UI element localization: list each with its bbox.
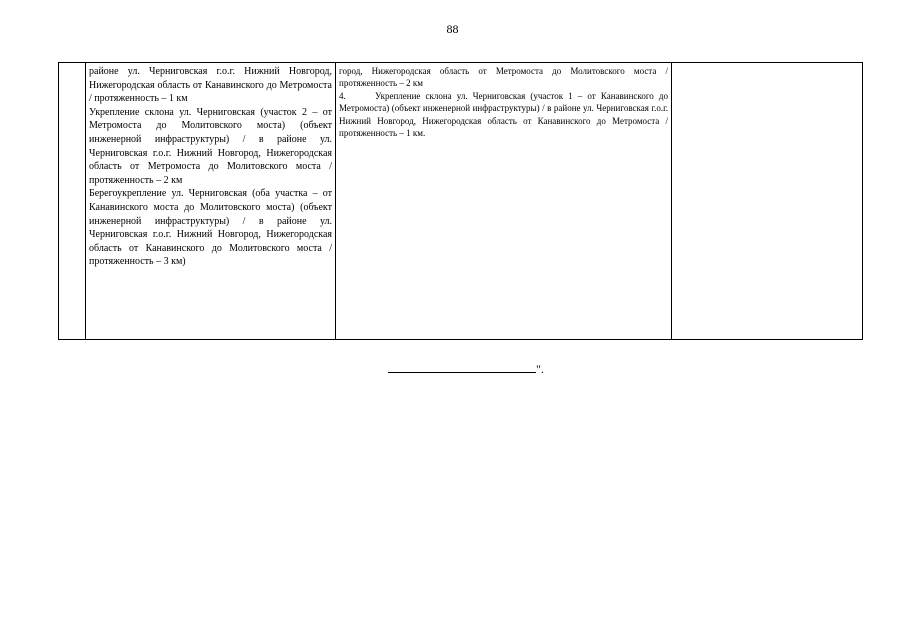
component-item-4 xyxy=(339,90,668,140)
component-continuation: город, Нижегородская область от Метромоста до Молитовского моста / протяженность – 2 км xyxy=(339,66,668,89)
table-cell-index xyxy=(59,63,86,340)
page-number: 88 xyxy=(446,22,459,36)
object-description-1: районе ул. Черниговская г.о.г. Нижний Новгород, Нижегородская область от Канавинского до Метромоста / протяженность – 1 км xyxy=(89,66,332,105)
closing-line xyxy=(388,361,544,376)
table-row xyxy=(59,63,863,340)
object-description-3: Берегоукрепление ул. Черниговская (оба участка – от Канавинского моста до Молитовского моста) (объект инженерной инфраструктуры) / в районе ул. Черниговская г.о.г. Нижний Новгород, Нижегородская область от Канавинского до Молитовского моста / протяженность – 3 км) xyxy=(89,188,332,268)
object-description-2: Укрепление склона ул. Черниговская (участок 2 – от Метромоста до Молитовского моста) (объект инженерной инфраструктуры) / в районе ул. Черниговская г.о.г. Нижний Новгород, Нижегородская область от Метромоста до Молитовского моста / протяженность – 2 км xyxy=(89,106,332,186)
table-cell-objects xyxy=(86,63,336,340)
item-text: Укрепление склона ул. Черниговская (участок 1 – от Канавинского до Метромоста) (объект инженерной инфраструктуры) / в районе ул. Черниговская г.о.г. Нижний Новгород, Нижегородская область от Канавинского до Метромоста / протяженность – 1 км. xyxy=(339,90,668,139)
closing-quote: ". xyxy=(536,362,544,376)
document-table xyxy=(58,62,863,340)
table-cell-notes xyxy=(672,63,863,340)
signature-rule xyxy=(388,361,536,373)
table-cell-components xyxy=(336,63,672,340)
item-number: 4. xyxy=(339,90,346,101)
